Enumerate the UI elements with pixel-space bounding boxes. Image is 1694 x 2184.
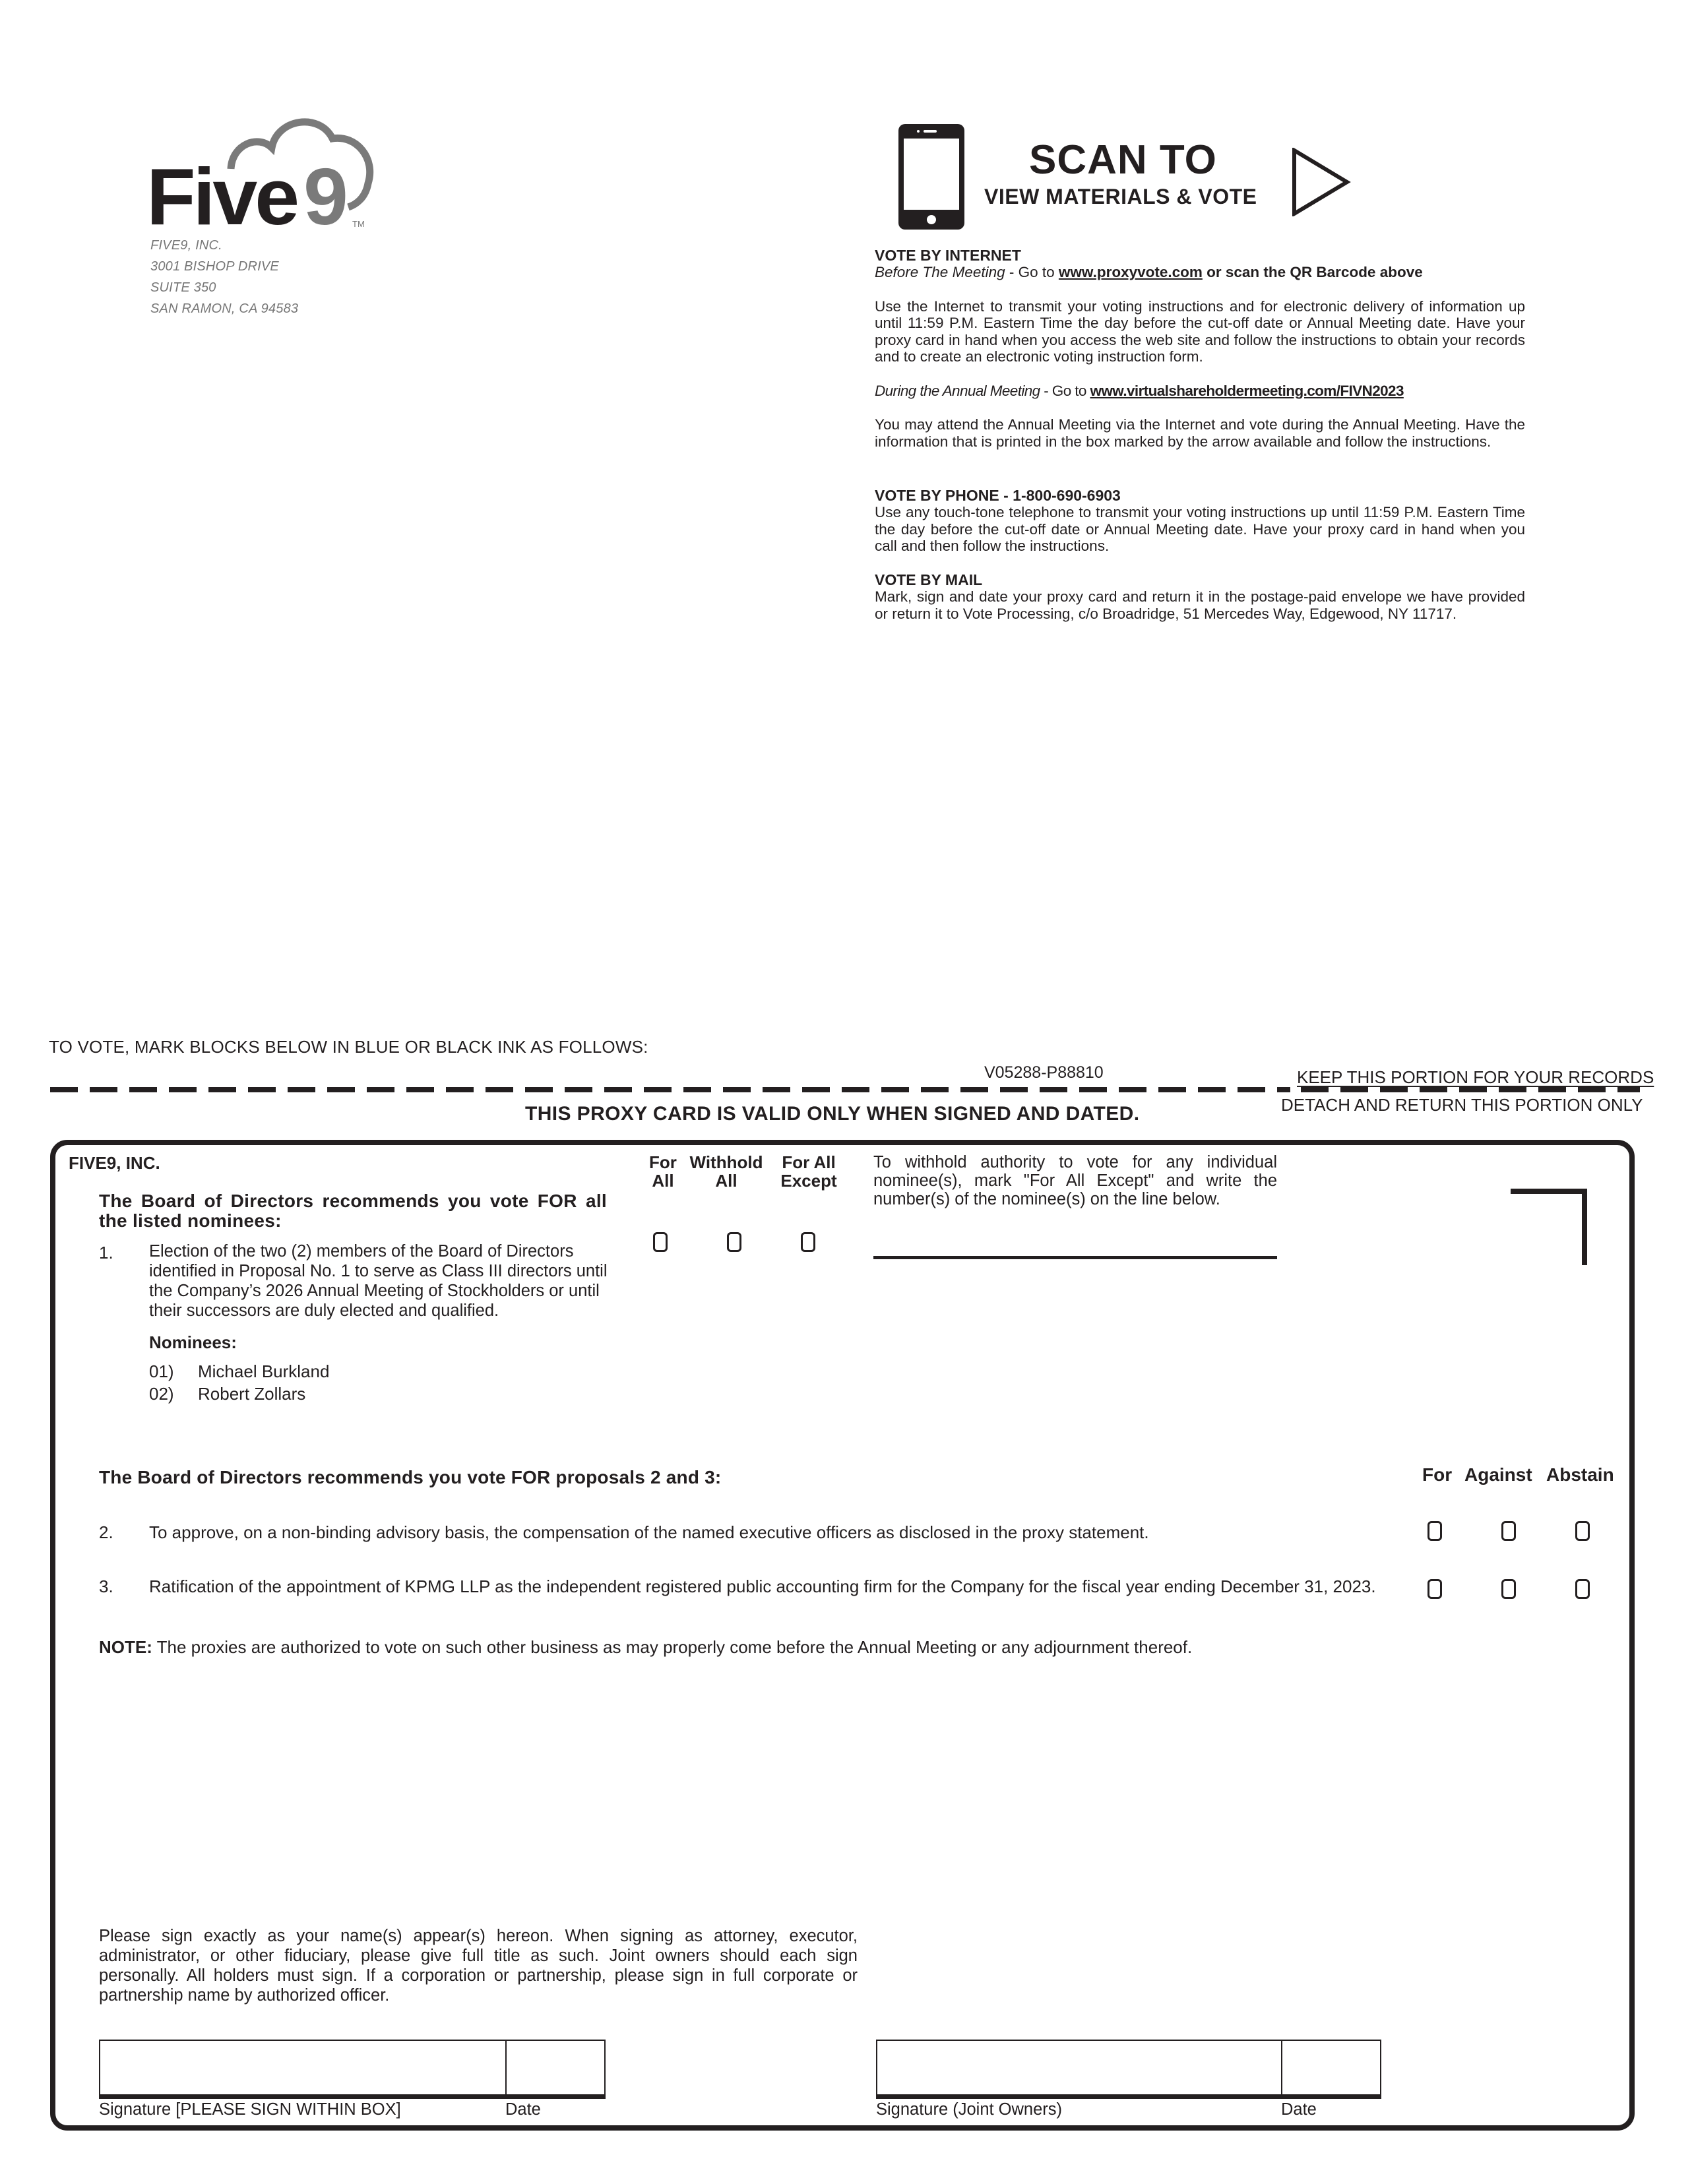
col-header-abstain: Abstain [1546, 1464, 1614, 1485]
proposal-2-against-checkbox[interactable] [1501, 1521, 1516, 1541]
col-header-line: For All [782, 1152, 836, 1172]
joint-date-box[interactable] [1281, 2040, 1381, 2099]
detach-dashed-line [1301, 1087, 1640, 1092]
date-label: Date [505, 2100, 541, 2119]
svg-text:TM: TM [352, 219, 365, 229]
play-arrow-icon [1292, 148, 1351, 216]
proposal-3-abstain-checkbox[interactable] [1575, 1579, 1590, 1599]
joint-date-label: Date [1281, 2100, 1317, 2119]
vote-by-phone-section [875, 487, 1525, 555]
proposal-2-for-checkbox[interactable] [1427, 1521, 1442, 1541]
before-meeting-line [875, 264, 1525, 281]
col-header-line: Except [780, 1171, 837, 1191]
mark-instructions: TO VOTE, MARK BLOCKS BELOW IN BLUE OR BLACK INK AS FOLLOWS: [49, 1037, 648, 1057]
address-line: FIVE9, INC. [150, 238, 222, 253]
proposal-2-number: 2. [99, 1522, 113, 1542]
note [99, 1637, 1192, 1658]
vote-phone-heading: VOTE BY PHONE - 1-800-690-6903 [875, 487, 1121, 504]
note-label: NOTE: [99, 1637, 152, 1657]
during-meeting-body: You may attend the Annual Meeting via the Internet and vote during the Annual Meeting. Have the information that is printed in the box marked by the arrow available and follow the instructions. [875, 416, 1525, 450]
nominee-name: Robert Zollars [198, 1384, 306, 1404]
nominee-name: Michael Burkland [198, 1361, 330, 1381]
col-header-line: All [715, 1171, 737, 1191]
col-header-for: For [1422, 1464, 1453, 1485]
nominee-item [149, 1383, 305, 1405]
job-code: V05288-P88810 [984, 1063, 1104, 1082]
nominee-number: 02) [149, 1384, 174, 1404]
valid-notice: THIS PROXY CARD IS VALID ONLY WHEN SIGNED AND DATED. [525, 1103, 1140, 1125]
vote-internet-heading: VOTE BY INTERNET [875, 247, 1021, 264]
nominee-number: 01) [149, 1361, 174, 1381]
joint-signature-box[interactable] [876, 2040, 1282, 2099]
card-company-name: FIVE9, INC. [69, 1153, 160, 1173]
sign-instructions: Please sign exactly as your name(s) appear(s) hereon. When signing as attorney, executor, administrator, or other fiduciary, please give full title as such. Joint owners should each sign personally. All holders must sign. If a corporation or partnership, please sign in full corporate or partnership name by authorized officer. [99, 1927, 858, 2005]
vote-mail-heading: VOTE BY MAIL [875, 571, 983, 588]
recommendation-proposals: The Board of Directors recommends you vote FOR proposals 2 and 3: [99, 1467, 722, 1487]
signature-box[interactable] [99, 2040, 507, 2099]
before-meeting-label: Before The Meeting [875, 264, 1005, 280]
control-number-corner-mark [1511, 1189, 1587, 1265]
proposal-3-number: 3. [99, 1576, 113, 1596]
proposal-2-text: To approve, on a non-binding advisory basis, the compensation of the named executive officers as disclosed in the proxy statement. [149, 1522, 1149, 1542]
detach-dashed-line [50, 1087, 1290, 1092]
goto-text: - Go to [1005, 264, 1059, 280]
note-text: The proxies are authorized to vote on such other business as may properly come before the Annual Meeting or any adjournment thereof. [152, 1637, 1193, 1657]
smartphone-icon [898, 124, 964, 230]
col-header-for-all [643, 1153, 683, 1190]
detach-portion-label: DETACH AND RETURN THIS PORTION ONLY [1281, 1095, 1643, 1115]
proposal-1-number: 1. [99, 1243, 113, 1263]
recommendation-nominees: The Board of Directors recommends you vote FOR all the listed nominees: [99, 1191, 607, 1231]
col-header-line: All [652, 1171, 674, 1191]
nominees-heading: Nominees: [149, 1332, 237, 1352]
internet-body: Use the Internet to transmit your voting instructions and for electronic delivery of information up until 11:59 P.M. Eastern Time the day before the cut-off date or Annual Meeting date. Have your proxy card in hand when you access the web site and follow the instructions to obtain your records and to create an electronic voting instruction form. [875, 297, 1525, 365]
col-header-line: Withhold [689, 1152, 763, 1172]
proposal-3-for-checkbox[interactable] [1427, 1579, 1442, 1599]
proposal-2-abstain-checkbox[interactable] [1575, 1521, 1590, 1541]
col-header-for-all-except [776, 1153, 842, 1190]
scan-title: SCAN TO [1029, 137, 1217, 183]
qr-instruction: or scan the QR Barcode above [1202, 264, 1423, 280]
proposal-3-text: Ratification of the appointment of KPMG LLP as the independent registered public accounting firm for the Company for the fiscal year ending December 31, 2023. [149, 1576, 1376, 1596]
nominee-item [149, 1360, 329, 1383]
virtual-meeting-link[interactable]: www.virtualshareholdermeeting.com/FIVN2023 [1090, 382, 1404, 399]
goto-text: - Go to [1040, 382, 1090, 399]
signature-label: Signature [PLEASE SIGN WITHIN BOX] [99, 2100, 401, 2119]
col-header-line: For [649, 1152, 677, 1172]
for-all-checkbox[interactable] [653, 1232, 668, 1252]
proposal-1-text: Election of the two (2) members of the Board of Directors identified in Proposal No. 1 to serve as Class III directors until the Company’s 2026 Annual Meeting of Stockholders or until their successors are duly elected and qualified. [149, 1242, 608, 1320]
during-meeting-label: During the Annual Meeting [875, 382, 1040, 399]
phone-body: Use any touch-tone telephone to transmit your voting instructions up until 11:59 P.M. Eastern Time the day before the cut-off date or Annual Meeting date. Have your proxy card in hand when you call and then follow the instructions. [875, 504, 1525, 554]
during-meeting-line [875, 383, 1525, 400]
col-header-against: Against [1464, 1464, 1532, 1485]
svg-text:Five: Five [146, 152, 298, 237]
scan-subtitle: VIEW MATERIALS & VOTE [984, 185, 1257, 208]
address-line: 3001 BISHOP DRIVE [150, 259, 279, 274]
mail-body: Mark, sign and date your proxy card and return it in the postage-paid envelope we have provided or return it to Vote Processing, c/o Broadridge, 51 Mercedes Way, Edgewood, NY 11717. [875, 588, 1525, 622]
address-line: SUITE 350 [150, 280, 216, 295]
nominee-exception-line[interactable] [873, 1256, 1277, 1259]
for-all-except-checkbox[interactable] [801, 1232, 815, 1252]
proposal-3-against-checkbox[interactable] [1501, 1579, 1516, 1599]
vote-by-internet-section [875, 247, 1525, 450]
date-box[interactable] [505, 2040, 606, 2099]
withhold-all-checkbox[interactable] [727, 1232, 741, 1252]
joint-signature-label: Signature (Joint Owners) [876, 2100, 1063, 2119]
proxyvote-link[interactable]: www.proxyvote.com [1058, 264, 1203, 280]
cloud-logo-icon [146, 106, 384, 237]
svg-text:9: 9 [303, 152, 348, 237]
keep-portion-label: KEEP THIS PORTION FOR YOUR RECORDS [1297, 1067, 1654, 1087]
company-address [150, 235, 298, 319]
five9-logo [146, 106, 384, 237]
withhold-instructions: To withhold authority to vote for any individual nominee(s), mark "For All Except" and write the number(s) of the nominee(s) on the line below. [873, 1153, 1277, 1208]
col-header-withhold-all [686, 1153, 767, 1190]
vote-by-mail-section [875, 571, 1525, 622]
address-line: SAN RAMON, CA 94583 [150, 301, 299, 316]
